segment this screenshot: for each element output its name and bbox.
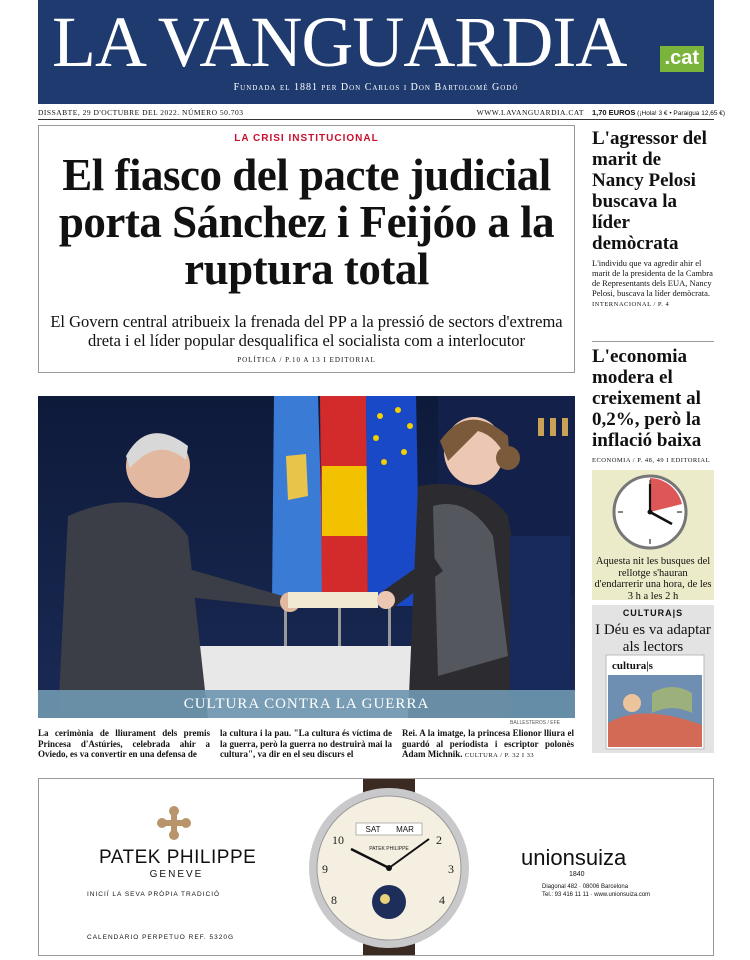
clock-icon xyxy=(592,470,714,556)
clock-text: Aquesta nit les busques del rellotge s'hauran d'endarrerir una hora, de les 3 h a les 2 h xyxy=(594,556,712,602)
retailer-contact[interactable]: Tel.: 93 416 11 11 · www.unionsuiza.com xyxy=(542,892,651,898)
price-line xyxy=(592,108,726,117)
watch-dial-brand: PATEK PHILIPPE xyxy=(369,846,409,852)
ad-brand[interactable]: PATEK PHILIPPE xyxy=(99,847,257,868)
dial-numeral-3: 3 xyxy=(448,862,454,876)
photo-caption-bar[interactable]: CULTURA CONTRA LA GUERRA xyxy=(38,690,575,718)
dial-numeral-8: 8 xyxy=(331,893,337,907)
retailer-year: 1840 xyxy=(569,871,585,878)
photo-caption-ref: CULTURA / P. 32 I 33 xyxy=(464,752,535,759)
dial-numeral-2: 2 xyxy=(436,833,442,847)
dial-numeral-4: 4 xyxy=(439,893,445,907)
divider xyxy=(38,119,714,120)
retailer-logo[interactable]: unionsuiza xyxy=(521,845,627,870)
main-photo[interactable] xyxy=(38,396,575,718)
sidebar-headline[interactable]: L'economia modera el creixement al 0,2%, però la inflació baixa xyxy=(592,346,702,451)
domain-badge[interactable]: .cat xyxy=(660,46,704,72)
sidebar-story-economy[interactable] xyxy=(592,341,714,464)
dial-numeral-10: 10 xyxy=(332,833,344,847)
sidebar-reference: ECONOMIA / P. 48, 49 I EDITORIAL xyxy=(592,457,711,464)
masthead xyxy=(38,0,714,104)
masthead-title[interactable]: LA VANGUARDIA xyxy=(52,2,627,82)
advertisement[interactable] xyxy=(38,778,714,956)
photo-caption-col2: la cultura i la pau. "La cultura és víctima de la guerra, però la guerra no destruirà mai la cultura", va dir en el seu discurs el xyxy=(220,728,392,759)
ad-model-ref: CALENDARIO PERPETUO REF. 5320G xyxy=(87,934,235,941)
sidebar-text xyxy=(592,258,714,310)
award-ceremony-image xyxy=(38,396,575,718)
sidebar-headline[interactable]: L'agressor del marit de Nancy Pelosi buscava la líder demòcrata xyxy=(592,128,707,254)
lead-reference: POLÍTICA / P.10 A 13 I EDITORIAL xyxy=(237,356,376,364)
ad-city: GENEVE xyxy=(149,869,204,880)
photo-credit: BALLESTEROS / EFE xyxy=(510,720,561,726)
cultura-label: CULTURA|S xyxy=(622,608,684,618)
retailer-address xyxy=(542,883,650,899)
cultura-cover-logo: cultura|s xyxy=(612,660,653,672)
lead-headline[interactable]: El fiasco del pacte judicial porta Sánchez i Feijóo a la ruptura total xyxy=(58,150,555,294)
photo-caption-col3-text: Rei. A la imatge, la princesa Elionor lliura el guardó al periodista i escriptor polonès Adam Michnik. xyxy=(402,728,574,759)
cultura-promo[interactable] xyxy=(592,605,714,753)
price-extra: (¡Hola! 3 € • Paraigua 12,65 €) xyxy=(637,110,726,117)
lead-kicker: LA CRISI INSTITUCIONAL xyxy=(234,133,379,144)
issue-date: DISSABTE, 29 D'OCTUBRE DEL 2022. NÚMERO 50.703 xyxy=(38,108,244,117)
sidebar-body: L'individu que va agredir ahir el marit de la presidenta de la Cambra de Representants dels EUA, Nancy Pelosi, buscava la líder demòcrata. xyxy=(592,258,713,298)
lead-story[interactable] xyxy=(38,125,575,373)
calatrava-cross-icon xyxy=(154,803,194,843)
masthead-tagline: Fundada el 1881 per Don Carlos i Don Bartolomé Godó xyxy=(233,82,519,93)
clock-change-box[interactable] xyxy=(592,470,714,600)
lead-standfirst: El Govern central atribueix la frenada del PP a la pressió de sectors d'extrema dreta i el líder popular desqualifica el socialista com a interlocutor xyxy=(50,312,563,350)
retailer-street: Diagonal 482 · 08006 Barcelona xyxy=(542,884,629,890)
watch-month-window: MAR xyxy=(396,825,414,834)
dial-numeral-9: 9 xyxy=(322,862,328,876)
ad-tagline: INICIÏ LA SEVA PRÒPIA TRADICIÓ xyxy=(87,891,221,898)
cultura-headline[interactable]: I Déu es va adaptar als lectors xyxy=(595,622,711,655)
dateline xyxy=(38,108,584,117)
price: 1,70 EUROS xyxy=(592,108,636,117)
watch-image xyxy=(289,779,489,956)
website-link[interactable]: WWW.LAVANGUARDIA.CAT xyxy=(476,108,584,117)
sidebar-reference: INTERNACIONAL / P. 4 xyxy=(592,301,670,308)
photo-caption-col3 xyxy=(402,728,574,762)
photo-caption-col1: La cerimònia de lliurament dels premis Princesa d'Astúries, celebrada ahir a Oviedo, es va convertir en una defensa de xyxy=(38,728,210,759)
cultura-cover-image xyxy=(592,653,714,753)
sidebar-story-pelosi[interactable] xyxy=(592,128,714,310)
watch-day-window: SAT xyxy=(365,825,381,834)
